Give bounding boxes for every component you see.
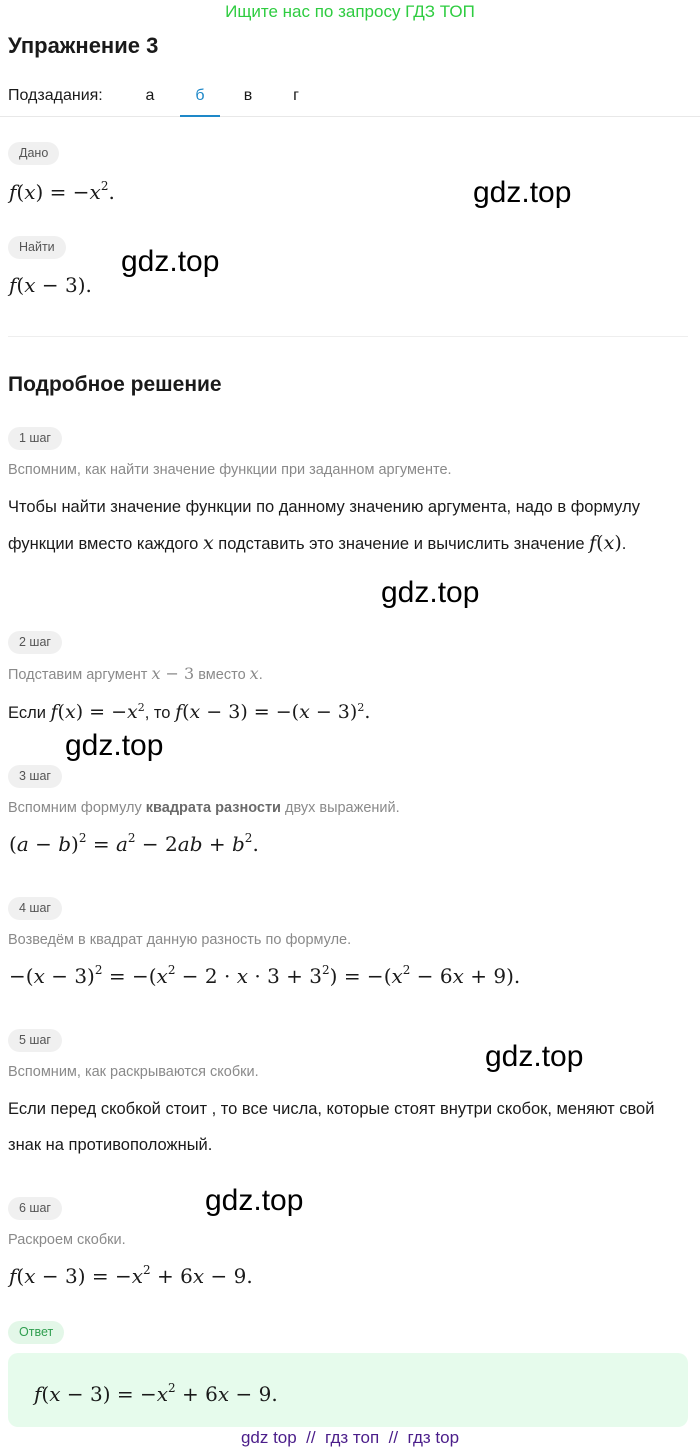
tab-v[interactable]: в (243, 87, 253, 104)
watermark: gdz.top (381, 576, 480, 609)
tabs-border (0, 116, 700, 117)
subtasks-label: Подзадания: (8, 87, 103, 104)
step5-text: Если перед скобкой стоит , то все числа, которые стоят внутри скобок, меняют свой знак на противоположный. (8, 1100, 655, 1154)
tab-a[interactable]: а (145, 87, 155, 104)
answer-formula: $f(x - 3) = -x^2 + 6x - 9$. (34, 1381, 278, 1406)
step2-badge: 2 шаг (8, 631, 62, 654)
step6-badge: 6 шаг (8, 1197, 62, 1220)
given-badge: Дано (8, 142, 59, 165)
watermark: gdz.top (473, 176, 572, 209)
step5-hint: Вспомним, как раскрываются скобки. (8, 1064, 259, 1080)
footer-links: gdz top // гдз топ // гдз top (240, 1428, 460, 1447)
step1-text: Чтобы найти значение функции по данному значению аргумента, надо в формулу функции вместо каждого x подставить это значение и вычислить значение f(x). (8, 498, 640, 554)
tab-b[interactable]: б (195, 87, 205, 104)
step3-formula: $(a - b)^2 = a^2 - 2ab + b^2$. (9, 831, 259, 856)
watermark: gdz.top (205, 1184, 304, 1217)
step6-formula: $f(x - 3) = -x^2 + 6x - 9$. (9, 1263, 253, 1288)
tab-g[interactable]: г (293, 87, 299, 104)
step2-text: Если $f(x) = -x^2$, то $f(x - 3) = -(x - 3)^2$. (8, 701, 371, 723)
step2-hint: Подставим аргумент x − 3 вместо x. (8, 664, 263, 683)
section-divider (8, 336, 688, 337)
step3-hint: Вспомним формулу квадрата разности двух выражений. (8, 800, 400, 816)
step1-badge: 1 шаг (8, 427, 62, 450)
step6-hint: Раскроем скобки. (8, 1232, 126, 1248)
step3-badge: 3 шаг (8, 765, 62, 788)
page-title: Упражнение 3 (8, 33, 159, 58)
solution-title: Подробное решение (8, 373, 222, 396)
given-formula: $f(x) = -x^2$. (9, 179, 115, 204)
top-banner: Ищите нас по запросу ГДЗ ТОП (225, 2, 475, 21)
watermark: gdz.top (65, 729, 164, 762)
active-tab-indicator (180, 115, 220, 117)
step1-hint: Вспомним, как найти значение функции при заданном аргументе. (8, 462, 452, 478)
watermark: gdz.top (485, 1040, 584, 1073)
find-formula: f(x − 3). (9, 273, 92, 297)
watermark: gdz.top (121, 245, 220, 278)
step5-badge: 5 шаг (8, 1029, 62, 1052)
step4-badge: 4 шаг (8, 897, 62, 920)
step4-formula: $-(x - 3)^2 = -(x^2 - 2 \cdot x \cdot 3 + 3^2) = -(x^2 - 6x + 9)$. (9, 963, 521, 988)
find-badge: Найти (8, 236, 66, 259)
answer-badge: Ответ (8, 1321, 64, 1344)
step4-hint: Возведём в квадрат данную разность по формуле. (8, 932, 352, 948)
